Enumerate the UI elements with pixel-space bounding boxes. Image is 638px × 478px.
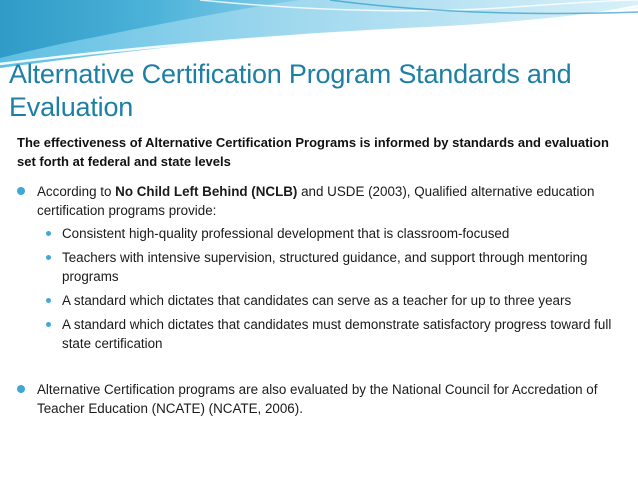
sub-bullet-item <box>37 291 622 310</box>
bullet-text: Alternative Certification programs are also evaluated by the National Council for Accredation of Teacher Education (NCATE) (NCATE, 2006). <box>37 382 598 416</box>
bullet-item-nclb <box>17 182 622 353</box>
bullet-text-bold: No Child Left Behind (NCLB) <box>115 184 298 199</box>
sub-bullet-dot-icon <box>46 255 51 260</box>
sub-bullet-text: A standard which dictates that candidates must demonstrate satisfactory progress toward full state certification <box>62 317 612 351</box>
sub-bullet-dot-icon <box>46 298 51 303</box>
bullet-dot-icon <box>17 385 25 393</box>
bullet-text-suffix: and USDE (2003), Qualified alternative education certification programs provide: <box>37 184 595 218</box>
sub-bullet-dot-icon <box>46 322 51 327</box>
sub-bullet-dot-icon <box>46 231 51 236</box>
sub-bullet-text: Teachers with intensive supervision, structured guidance, and support through mentoring programs <box>62 250 588 284</box>
bullet-list <box>17 182 622 418</box>
sub-bullet-item <box>37 315 622 353</box>
sub-bullet-text: Consistent high-quality professional development that is classroom-focused <box>62 226 510 241</box>
sub-bullet-item <box>37 224 622 243</box>
sub-bullet-text: A standard which dictates that candidates can serve as a teacher for up to three years <box>62 293 572 308</box>
slide-title: Alternative Certification Program Standards and Evaluation <box>9 59 572 122</box>
bullet-text-prefix: According to <box>37 184 116 199</box>
bullet-item-ncate <box>17 380 622 418</box>
bullet-dot-icon <box>17 187 25 195</box>
slide-subtitle: The effectiveness of Alternative Certification Programs is informed by standards and evaluation set forth at federal and state levels <box>17 135 609 169</box>
sub-bullet-item <box>37 248 622 286</box>
sub-bullet-list <box>37 224 622 353</box>
